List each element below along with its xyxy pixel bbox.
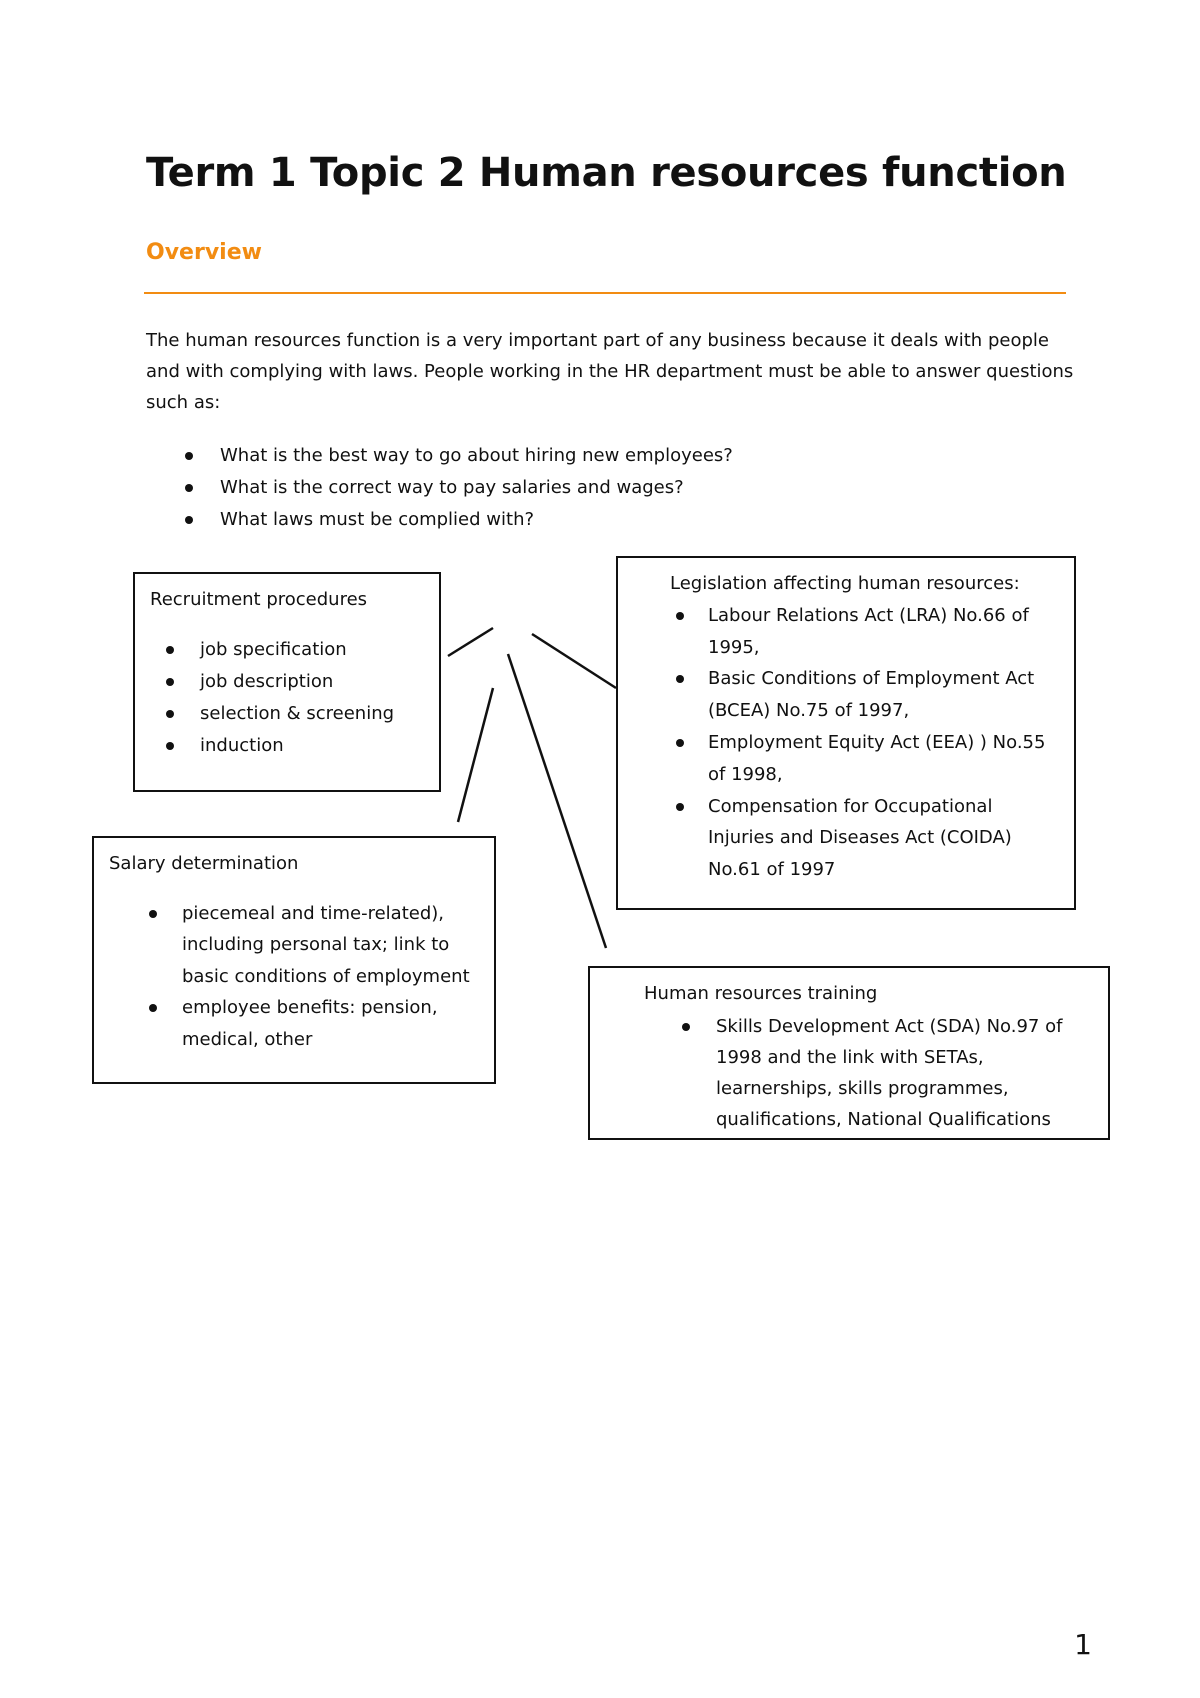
legislation-list [670,600,1064,886]
connector-recruitment [448,628,493,656]
salary-box [92,836,496,1084]
legislation-item: Compensation for Occupational Injuries and Diseases Act (COIDA) No.61 of 1997 [670,791,1064,886]
recruitment-item: selection & screening [150,698,439,730]
legislation-item: Basic Conditions of Employment Act (BCEA) No.75 of 1997, [670,663,1064,727]
training-heading: Human resources training [644,983,878,1004]
recruitment-box [133,572,441,792]
recruitment-list [150,634,439,762]
salary-item: employee benefits: pension, medical, other [109,992,486,1055]
legislation-heading: Legislation affecting human resources: [670,573,1020,594]
question-item: What is the correct way to pay salaries and wages? [176,472,733,504]
salary-item: piecemeal and time-related), including personal tax; link to basic conditions of employment [109,898,486,993]
connector-salary [458,688,493,822]
recruitment-item: job description [150,666,439,698]
intro-paragraph: The human resources function is a very important part of any business because it deals with people and with complying with laws. People working in the HR department must be able to answer questions such as: [146,330,1074,413]
document-title: Term 1 Topic 2 Human resources function [146,150,1067,196]
question-item: What laws must be complied with? [176,504,733,536]
page-number: 1 [1074,1628,1092,1661]
legislation-item: Employment Equity Act (EEA) ) No.55 of 1998, [670,727,1064,791]
recruitment-item: job specification [150,634,439,666]
salary-list [109,898,486,1056]
legislation-item: Labour Relations Act (LRA) No.66 of 1995, [670,600,1064,664]
recruitment-item: induction [150,730,439,762]
training-box [588,966,1110,1140]
training-item: Skills Development Act (SDA) No.97 of 1998 and the link with SETAs, learnerships, skills programmes, qualifications, National Qualifications [644,1011,1100,1135]
training-list [644,1011,1100,1135]
legislation-box [616,556,1076,910]
salary-heading: Salary determination [109,853,299,874]
questions-list [176,440,733,536]
connector-training [508,654,606,948]
section-heading-overview: Overview [146,240,262,265]
section-divider [144,292,1066,294]
question-item: What is the best way to go about hiring new employees? [176,440,733,472]
recruitment-heading: Recruitment procedures [150,589,368,610]
connector-legislation [532,634,616,688]
